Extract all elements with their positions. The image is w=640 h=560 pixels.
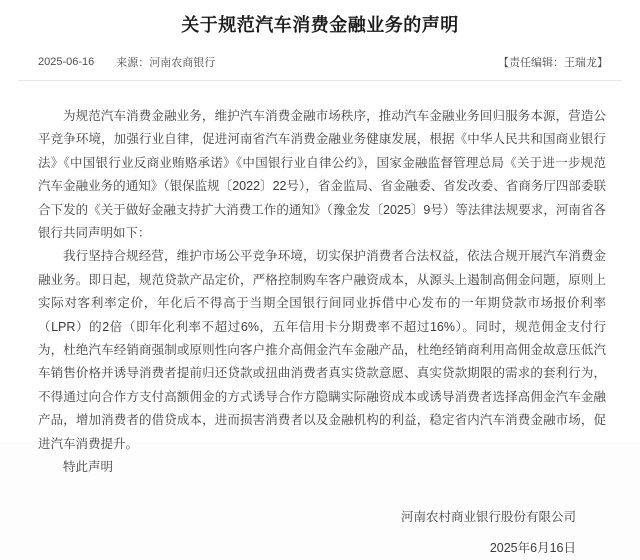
- page-title: 关于规范汽车消费金融业务的声明: [181, 15, 459, 35]
- signature-date: 2025年6月16日: [489, 540, 576, 555]
- closing-statement: 特此声明: [63, 460, 114, 475]
- article-source: 来源：河南农商银行: [116, 57, 216, 69]
- article-date: 2025-06-16: [38, 56, 95, 68]
- editor-credit: 【责任编辑：王瑞龙】: [498, 57, 608, 69]
- signature-block: [38, 506, 606, 560]
- article-paragraph: 为规范汽车消费金融业务，维护汽车消费金融市场秩序，推动汽车金融业务回归服务本源，营造公平竞争环境，加强行业自律，促进河南省汽车消费金融业务健康发展，根据《中华人民共和国商业银行法》《中国银行业反商业贿赂承诺》《中国银行业自律公约》，国家金融监督管理总局《关于进一步规范汽车金融业务的通知》（银保监规〔2022〕22号），省金监局、省金融委、省发改委、省商务厅四部委联合下发的《关于做好金融支持扩大消费工作的通知》（豫金发〔2025〕9号）等法律法规要求，河南省各银行共同声明如下：: [38, 109, 606, 241]
- article-meta-bar: [38, 54, 608, 70]
- article-paragraph: 我行坚持合规经营，维护市场公平竞争环境，切实保护消费者合法权益，依法合规开展汽车消费金融业务。即日起，规范贷款产品定价，严格控制购车客户融资成本，从源头上遏制高佣金问题，原则上实际对客利率定价，年化后不得高于当期全国银行间同业拆借中心发布的一年期贷款市场报价利率（LPR）的2倍（即年化利率不超过6%，五年信用卡分期费率不超过16%）。同时，规范佣金支付行为，杜绝汽车经销商强制或原则性向客户推介高佣金汽车金融产品，杜绝经销商利用高佣金故意压低汽车销售价格并诱导消费者提前归还贷款或扭曲消费者真实贷款意愿、真实贷款期限的需求的套利行为，不得通过向合作方支付高额佣金的方式诱导合作方隐瞒实际融资成本或诱导消费者选择高佣金汽车金融产品，增加消费者的借贷成本，进而损害消费者以及金融机构的利益，稳定省内汽车消费金融市场，促进汽车消费提升。: [38, 249, 606, 451]
- article-body: [0, 81, 640, 560]
- signature-company: 河南农村商业银行股份有限公司: [400, 509, 576, 524]
- article-meta-left: [38, 54, 215, 70]
